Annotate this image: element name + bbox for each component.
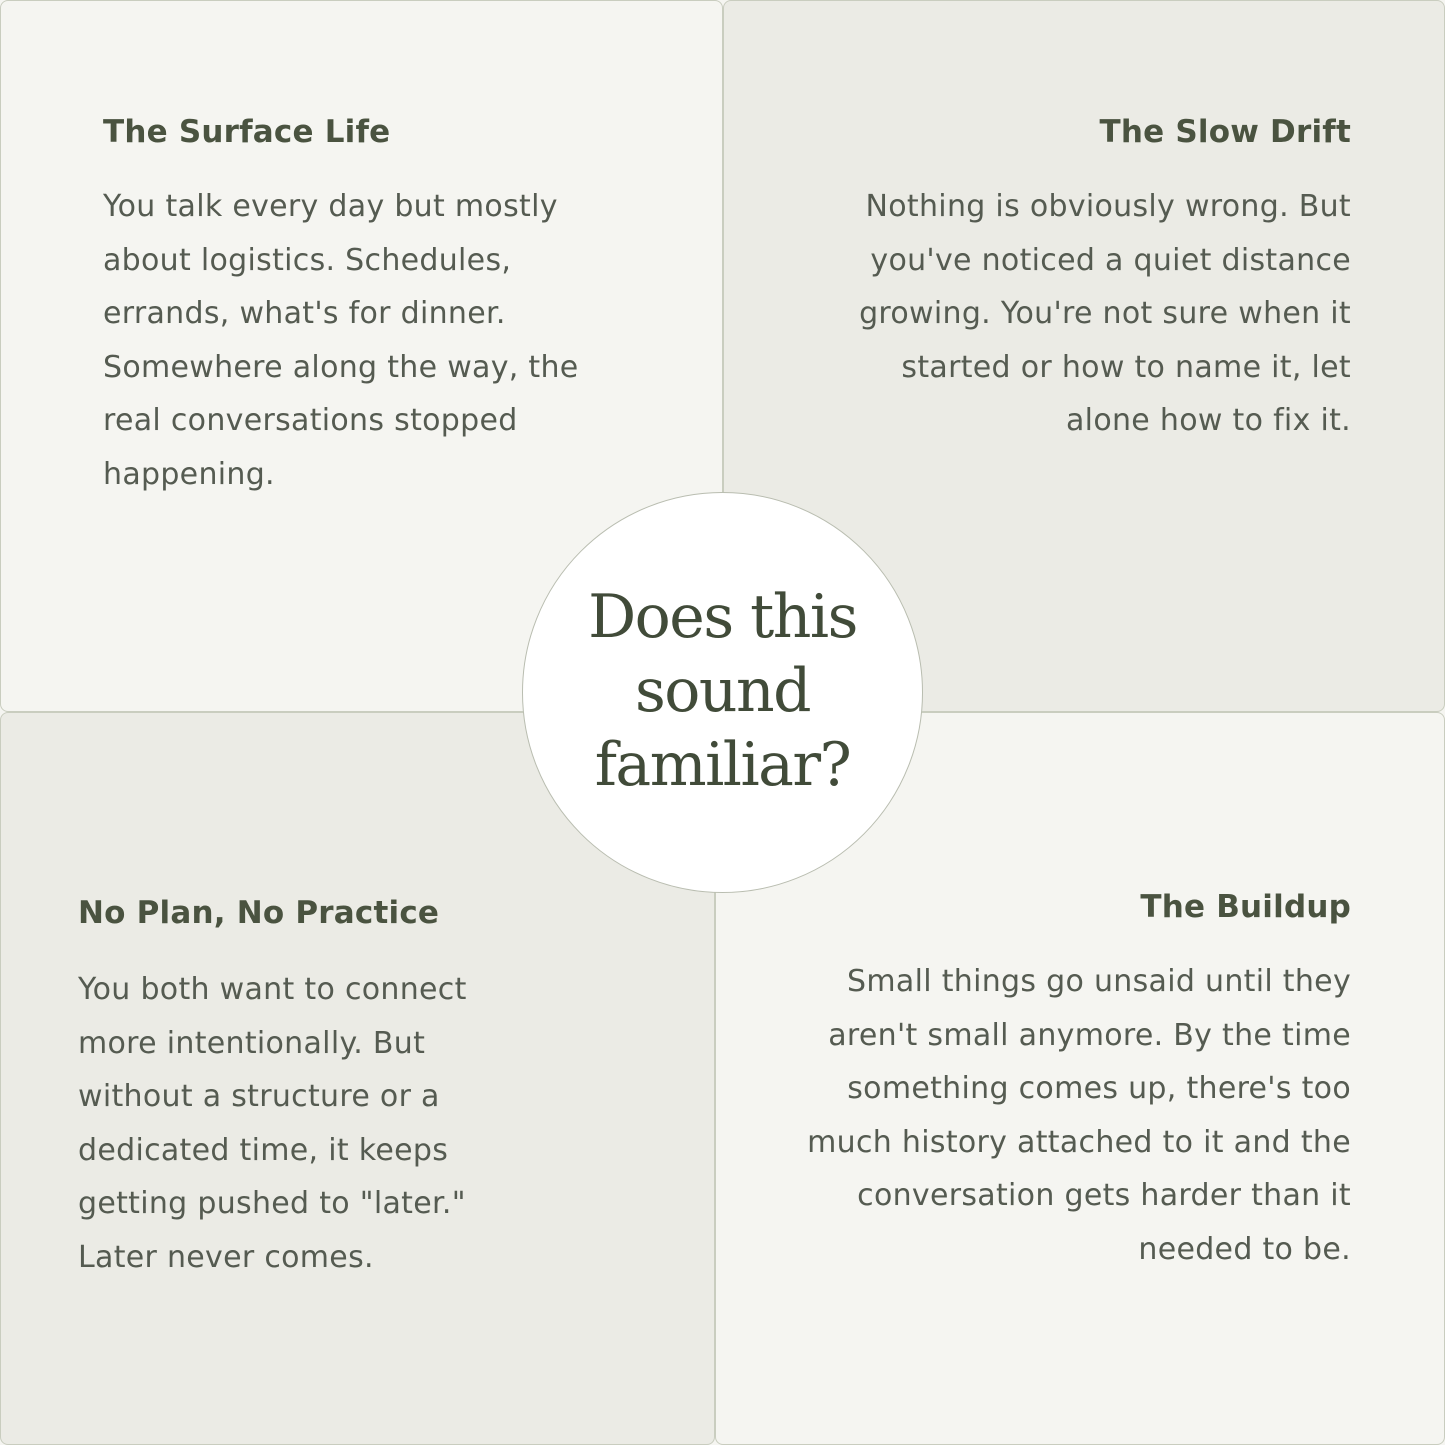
no-plan-block — [78, 893, 548, 1284]
surface-life-body: You talk every day but mostly about logistics. Schedules, errands, what's for dinner. Somewhere along the way, the real conversations stopped happening. — [103, 189, 579, 492]
center-circle — [522, 492, 923, 893]
surface-life-block — [103, 112, 593, 501]
surface-life-title: The Surface Life — [103, 114, 391, 150]
buildup-block — [780, 887, 1351, 1276]
no-plan-body: You both want to connect more intentionally. But without a structure or a dedicated time, it keeps getting pushed to "later." Later never comes. — [78, 972, 467, 1275]
slow-drift-block — [820, 112, 1351, 448]
no-plan-title: No Plan, No Practice — [78, 895, 440, 931]
slow-drift-body: Nothing is obviously wrong. But you've noticed a quiet distance growing. You're not sure when it started or how to name it, let alone how to fix it. — [859, 189, 1351, 438]
center-title: Does this sound familiar? — [588, 581, 857, 800]
buildup-body: Small things go unsaid until they aren't small anymore. By the time something comes up, there's too much history attached to it and the conversation gets harder than it needed to be. — [807, 964, 1351, 1267]
buildup-title: The Buildup — [1140, 889, 1351, 925]
slow-drift-title: The Slow Drift — [1099, 114, 1351, 150]
